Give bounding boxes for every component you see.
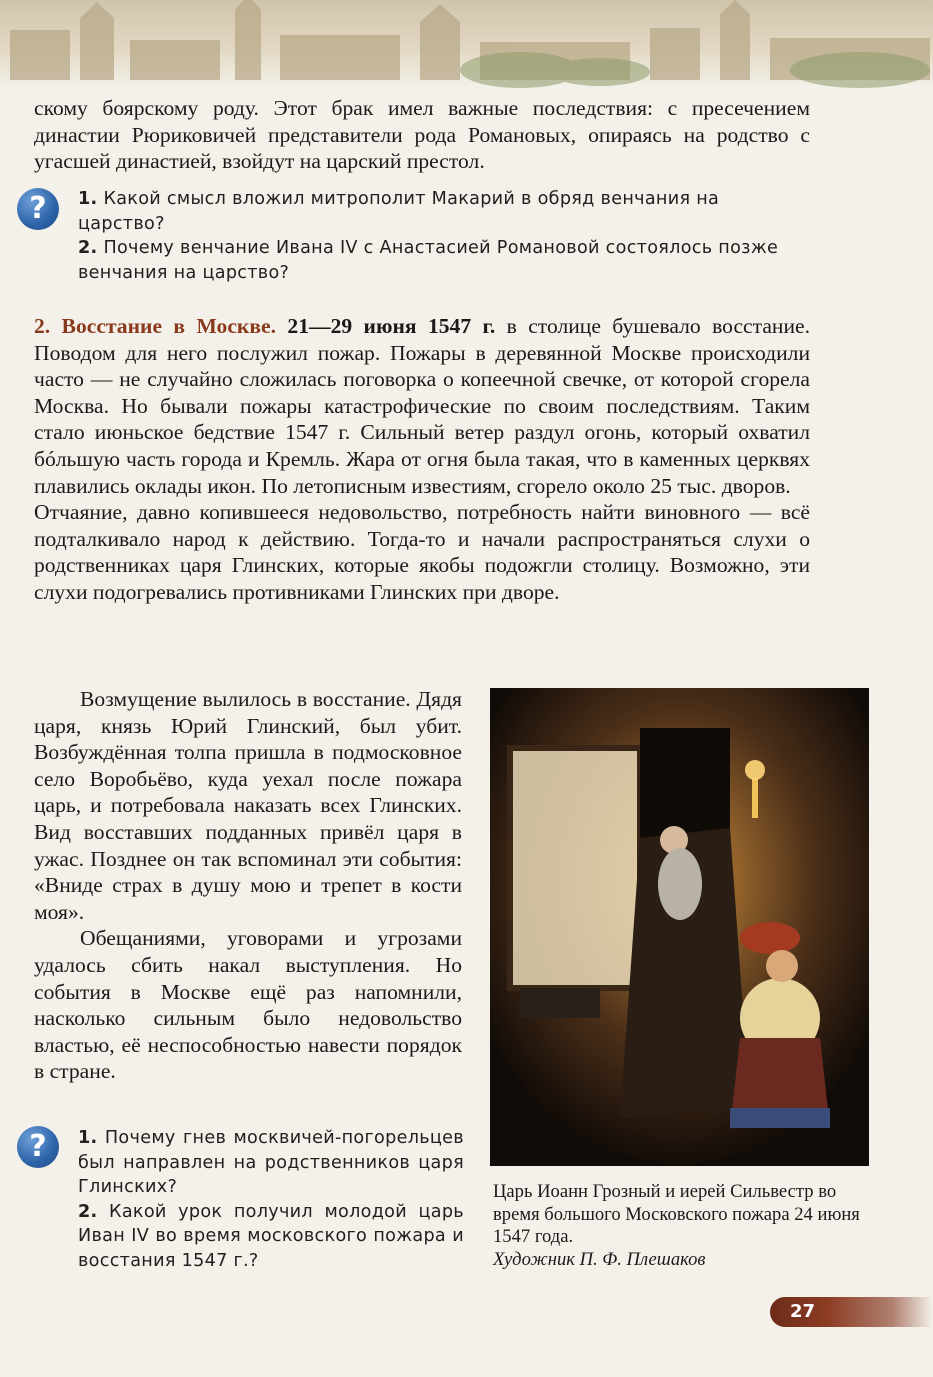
caption-artist: Художник П. Ф. Плешаков [493, 1248, 706, 1270]
question-item: 1. Почему гнев москвичей-погорельцев был направлен на родственников царя Глинских? [78, 1128, 464, 1197]
header-illustration [0, 0, 933, 88]
section-body [34, 313, 810, 606]
question-item: 2. Почему венчание Ивана IV с Анастасией Романовой состоялось позже венчания на царство? [78, 238, 779, 283]
section-heading: 2. Восстание в Москве. [34, 314, 277, 338]
question-icon: ? [17, 188, 59, 230]
section-paragraph-1: 2. Восстание в Москве. 21—29 июня 1547 г. в столице бушевало восстание. Поводом для него послужил пожар. Пожары в деревянной Москве происходили часто — не случайно сложилась поговорка о копеечной свечке, от которой сгорела Москва. Но бывали пожары катастрофические по своим последствиям. Таким стало июньское бедствие 1547 г. Сильный ветер раздул огонь, который охватил бóльшую часть города и Кремль. Жара от огня была такая, что в каменных церквях плавились оклады икон. По летописным известиям, сгорело около 25 тыс. дворов. [34, 314, 811, 498]
page-number: 27 [790, 1301, 816, 1322]
question-item: 2. Какой урок получил молодой царь Иван IV во время московского пожара и восстания 1547 г.? [78, 1201, 464, 1271]
section-date: 21—29 июня 1547 г. [287, 314, 496, 338]
section-paragraph-4: Обещаниями, уговорами и угрозами удалось сбить накал выступления. Но события в Москве ещё раз напомнили, насколько сильным было недовольство властью, её неспособностью навести порядок в стране. [34, 926, 462, 1084]
section-paragraph-3: Возмущение вылилось в восстание. Дядя царя, князь Юрий Глинский, был убит. Возбуждённая толпа пришла в подмосковное село Воробьёво, куда уехал после пожара царь, и потребовала наказать всех Глинских. Вид восставших подданных привёл царя в ужас. Позднее он так вспоминал эти события: «Вниде страх в душу мою и трепет в кости моя». [34, 687, 462, 924]
intro-paragraph: скому боярскому роду. Этот брак имел важные последствия: с пресечением династии Рюриковичей представители рода Романовых, опираясь на родство с угасшей династией, взойдут на царский престол. [34, 96, 810, 174]
caption-text: Царь Иоанн Грозный и иерей Сильвестр во время большого Московского пожара 24 июня 1547 года. [493, 1181, 860, 1248]
painting-image [490, 688, 869, 1166]
painting-caption [493, 1181, 871, 1271]
questions-top [78, 187, 810, 285]
question-icon: ? [17, 1126, 59, 1168]
left-column [34, 686, 462, 1085]
question-item: 1. Какой смысл вложил митрополит Макарий в обряд венчания на царство? [78, 189, 720, 234]
section-paragraph-2: Отчаяние, давно копившееся недовольство, потребность найти виновного — всё подталкивало народ к действию. Тогда-то и начали распространяться слухи о родственниках царя Глинских, которые якобы подожгли столицу. Возможно, эти слухи подогревались противниками Глинских при дворе. [34, 500, 810, 604]
questions-bottom [78, 1126, 464, 1273]
